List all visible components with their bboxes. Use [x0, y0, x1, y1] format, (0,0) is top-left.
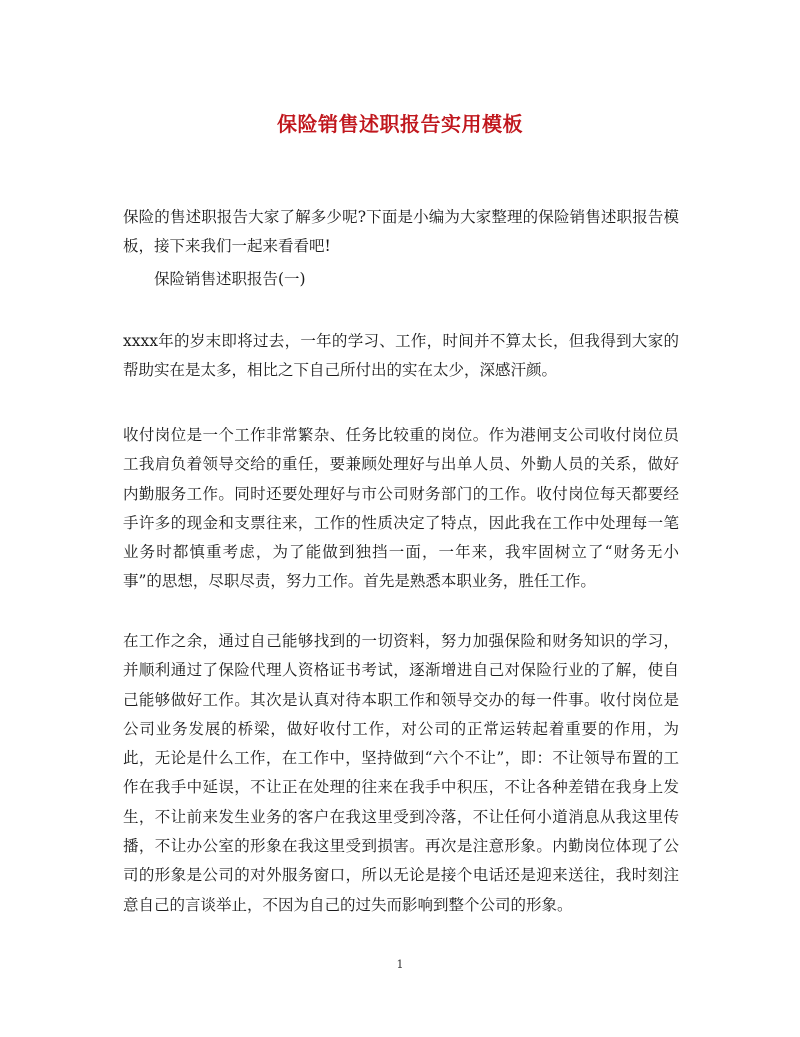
body-paragraph-1: xxxx年的岁末即将过去，一年的学习、工作，时间并不算太长，但我得到大家的帮助实在是太多，相比之下自己所付出的实在太少，深感汗颜。 — [123, 332, 679, 380]
body-paragraph-3: 在工作之余，通过自己能够找到的一切资料，努力加强保险和财务知识的学习，并顺利通过了保险代理人资格证书考试，逐渐增进自己对保险行业的了解，使自己能够做好工作。其次是认真对待本职工作和领导交办的每一件事。收付岗位是公司业务发展的桥梁，做好收付工作，对公司的正常运转起着重要的作用，为此，无论是什么工作，在工作中，坚持做到“六个不让”，即：不让领导布置的工作在我手中延误，不让正在处理的往来在我手中积压，不让各种差错在我身上发生，不让前来发生业务的客户在我这里受到冷落，不让任何小道消息从我这里传播，不让办公室的形象在我这里受到损害。再次是注意形象。内勤岗位体现了公司的形象是公司的对外服务窗口，所以无论是接个电话还是迎来送往，我时刻注意自己的言谈举止，不因为自己的过失而影响到整个公司的形象。 — [123, 632, 679, 914]
section-subheading: 保险销售述职报告(一) — [154, 270, 306, 288]
document-title: 保险销售述职报告实用模板 — [277, 112, 523, 136]
page-number: 1 — [396, 958, 404, 971]
body-paragraph-2: 收付岗位是一个工作非常繁杂、任务比较重的岗位。作为港闸支公司收付岗位员工我肩负着领导交给的重任，要兼顾处理好与出单人员、外勤人员的关系，做好内勤服务工作。同时还要处理好与市公司财务部门的工作。收付岗位每天都要经手许多的现金和支票往来，工作的性质决定了特点，因此我在工作中处理每一笔业务时都慎重考虑，为了能做到独挡一面，一年来，我牢固树立了“财务无小事”的思想，尽职尽责，努力工作。首先是熟悉本职业务，胜任工作。 — [123, 426, 679, 591]
intro-paragraph: 保险的售述职报告大家了解多少呢?下面是小编为大家整理的保险销售述职报告模板，接下来我们一起来看看吧! — [123, 208, 679, 256]
